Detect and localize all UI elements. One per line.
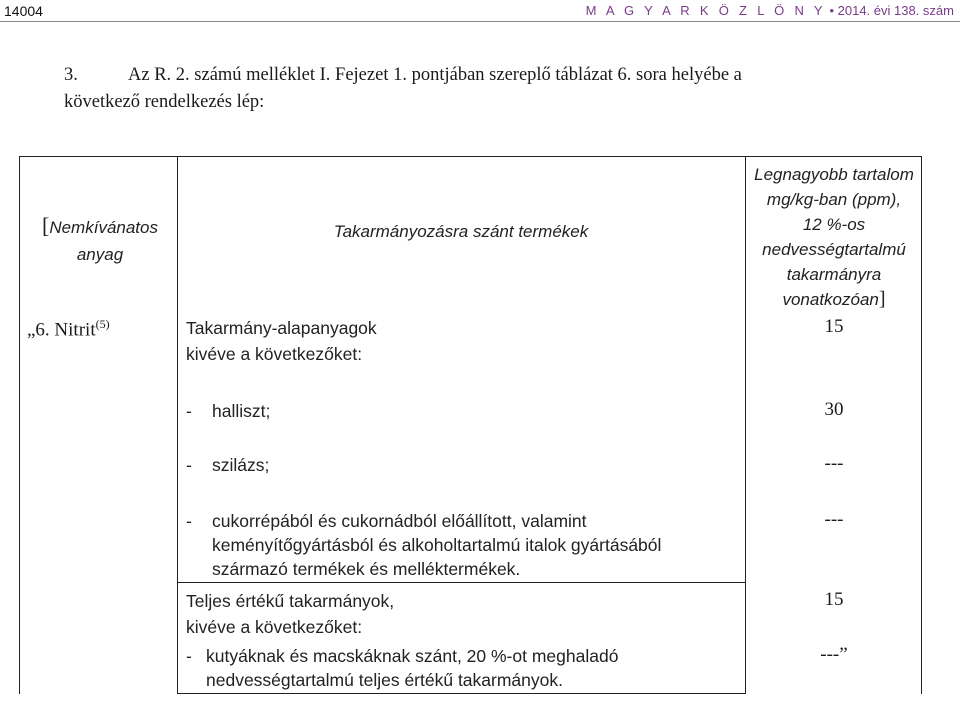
item-dash: -: [186, 455, 192, 475]
list-item: [186, 509, 661, 581]
table-col-rule-2: [745, 156, 746, 694]
list-item: [186, 644, 618, 692]
table-right-rule: [921, 156, 922, 694]
intro-line-1: Az R. 2. számú melléklet I. Fejezet 1. pontjában szereplő táblázat 6. sora helyébe a: [128, 65, 742, 85]
col-header-substance: [27, 212, 173, 268]
col3-line: vonatkozóan: [782, 290, 879, 309]
item-text-line: kutyáknak és macskáknak szánt, 20 %-ot meghaladó: [206, 646, 619, 666]
max-value-cell: 15: [824, 316, 844, 337]
table-col-rule-1: [177, 156, 178, 694]
table-bottom-rule: [177, 693, 745, 694]
issue-number: 2014. évi 138. szám: [837, 3, 954, 18]
item-dash: -: [186, 511, 192, 531]
list-item: [186, 399, 270, 423]
publication-name: M A G Y A R K Ö Z L Ö N Y: [585, 3, 826, 18]
intro-paragraph: [64, 62, 924, 116]
col3-line: Legnagyobb tartalom: [754, 165, 914, 184]
max-value-cell: ---: [824, 509, 844, 530]
footnote-ref: (5): [95, 317, 110, 331]
table-top-rule: [19, 156, 921, 157]
item-text-line: keményítőgyártásból és alkoholtartalmú italok gyártásából: [212, 535, 662, 555]
table-left-rule: [19, 156, 20, 694]
item-text-line: cukorrépából és cukornádból előállított, valamint: [212, 511, 587, 531]
table-section-rule: [177, 582, 745, 583]
col1-line1: Nemkívánatos: [49, 218, 158, 237]
item-text-line: származó termékek és melléktermékek.: [212, 559, 521, 579]
item-text-line: kivéve a következőket:: [186, 344, 363, 364]
item-number: 3.: [64, 65, 78, 85]
list-item: [186, 316, 377, 366]
separator-bullet: •: [829, 3, 835, 18]
max-value-cell: 30: [824, 399, 844, 420]
col1-line2: anyag: [76, 245, 124, 264]
col-header-feed-products: Takarmányozásra szánt termékek: [333, 222, 589, 241]
max-value-cell: ---”: [820, 644, 848, 665]
list-item: [186, 453, 269, 477]
list-item: [186, 589, 394, 639]
col-header-max-content: [748, 162, 920, 312]
page-header: [0, 0, 960, 22]
item-text-line: Teljes értékű takarmányok,: [186, 591, 395, 611]
open-bracket: [: [42, 213, 50, 238]
publication-title: [586, 3, 954, 18]
close-bracket: ]: [878, 288, 886, 310]
max-value-cell: ---: [824, 453, 844, 474]
page-number: 14004: [4, 3, 43, 19]
item-dash: -: [186, 646, 192, 666]
item-text-line: kivéve a következőket:: [186, 617, 363, 637]
item-text-line: Takarmány-alapanyagok: [186, 318, 377, 338]
item-dash: -: [186, 401, 192, 421]
col3-line: takarmányra: [786, 265, 882, 284]
header-rule: [0, 21, 960, 22]
intro-line-2: következő rendelkezés lép:: [64, 92, 265, 112]
item-text-line: szilázs;: [212, 455, 270, 475]
row-label-nitrite: [27, 317, 110, 341]
col3-line: 12 %-os: [802, 215, 866, 234]
col3-line: nedvességtartalmú: [762, 240, 906, 259]
max-value-cell: 15: [824, 589, 844, 610]
col3-line: mg/kg-ban (ppm),: [766, 190, 902, 209]
row-label-text: „6. Nitrit: [27, 319, 96, 341]
item-text-line: halliszt;: [212, 401, 271, 421]
item-text-line: nedvességtartalmú teljes értékű takarmányok.: [206, 670, 563, 690]
